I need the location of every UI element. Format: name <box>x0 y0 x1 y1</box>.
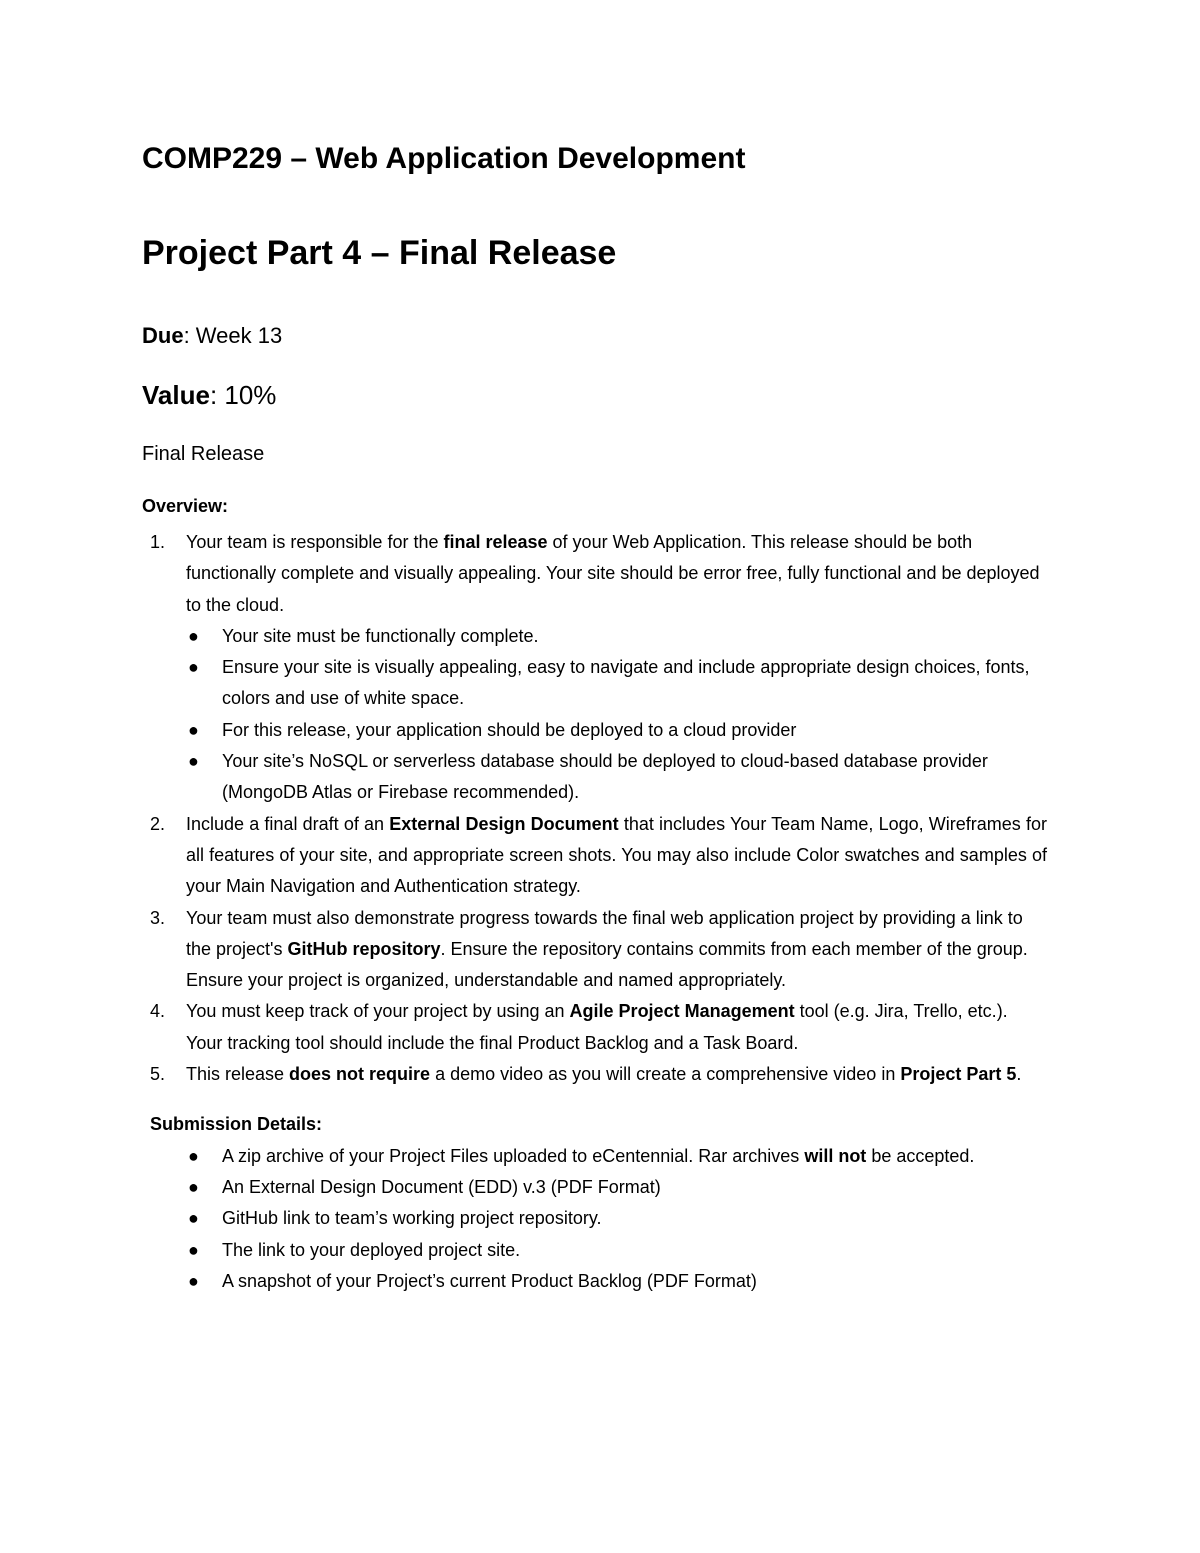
item-emphasis: final release <box>443 532 548 552</box>
overview-item-1 <box>142 527 1047 621</box>
bullet-icon: ● <box>188 1239 199 1260</box>
bullet-icon: ● <box>188 719 199 740</box>
submission-item <box>142 1203 1047 1234</box>
item-text: You must keep track of your project by using an <box>186 1001 570 1022</box>
item-text: Your team is responsible for the <box>186 532 444 552</box>
release-label: Final Release <box>142 443 265 465</box>
due-separator: : <box>183 323 196 348</box>
bullet-icon: ● <box>188 751 199 772</box>
item-number: 4. <box>150 1001 166 1022</box>
value-amount: 10% <box>224 380 277 410</box>
subitem-text: Your site must be functionally complete. <box>222 625 539 646</box>
value-label: Value <box>142 380 210 410</box>
item-text: Your team must also demonstrate progress towards the final web application project by providing a link to the project's <box>186 907 1023 959</box>
item-emphasis: External Design Document <box>389 813 619 834</box>
subitem-text: Ensure your site is visually appealing, easy to navigate and include appropriate design choices, fonts, colors and use of white space. <box>222 657 1030 709</box>
submission-text: be accepted. <box>866 1145 975 1166</box>
overview-item-2 <box>142 809 1047 903</box>
submission-item <box>142 1141 1047 1172</box>
item-text: This release <box>186 1064 290 1085</box>
overview-item-3 <box>142 903 1047 997</box>
item-text: . Ensure the repository contains commits from each member of the group. Ensure your project is organized, understandable and named appropriately. <box>186 938 1028 991</box>
overview-list <box>142 527 1047 1297</box>
project-title: Project Part 4 – Final Release <box>142 234 617 272</box>
item-number: 3. <box>150 907 166 928</box>
bullet-icon: ● <box>188 1176 199 1197</box>
overview-subitem <box>142 715 1047 746</box>
bullet-icon: ● <box>188 1208 199 1229</box>
submission-text: GitHub link to team’s working project repository. <box>222 1208 602 1229</box>
submission-heading: Submission Details: <box>150 1114 323 1135</box>
course-title: COMP229 – Web Application Development <box>142 142 746 175</box>
item-emphasis: does not require <box>289 1064 431 1085</box>
value-separator: : <box>209 380 225 410</box>
overview-item-5 <box>142 1059 1047 1090</box>
submission-text: A snapshot of your Project’s current Product Backlog (PDF Format) <box>222 1270 757 1291</box>
due-label: Due <box>142 323 184 348</box>
submission-item <box>142 1266 1047 1297</box>
overview-subitem <box>142 621 1047 652</box>
item-text: of your Web Application. This release should be both functionally complete and visually appealing. Your site should be error free, fully functional and be deployed to the cloud. <box>186 532 1040 615</box>
submission-item <box>142 1172 1047 1203</box>
item-text: Include a final draft of an <box>186 813 390 834</box>
submission-text: An External Design Document (EDD) v.3 (PDF Format) <box>222 1176 661 1197</box>
submission-text: A zip archive of your Project Files uploaded to eCentennial. Rar archives <box>222 1145 805 1166</box>
item-text: tool (e.g. Jira, Trello, etc.). Your tracking tool should include the final Product Backlog and a Task Board. <box>186 1001 1008 1053</box>
subitem-text: For this release, your application should be deployed to a cloud provider <box>222 719 797 740</box>
value-line <box>142 380 276 411</box>
overview-heading: Overview: <box>142 496 229 516</box>
item-emphasis: Agile Project Management <box>569 1001 795 1022</box>
item-text: a demo video as you will create a comprehensive video in <box>430 1064 901 1085</box>
bullet-icon: ● <box>188 625 199 646</box>
submission-text: The link to your deployed project site. <box>222 1239 521 1260</box>
bullet-icon: ● <box>188 1145 199 1166</box>
item-emphasis: Project Part 5 <box>900 1064 1017 1085</box>
due-line <box>142 323 282 349</box>
item-number: 1. <box>150 532 166 552</box>
item-text: that includes Your Team Name, Logo, Wireframes for all features of your site, and appropriate screen shots. You may also include Color swatches and samples of your Main Navigation and Authentication strategy. <box>186 813 1047 897</box>
overview-subitem <box>142 746 1047 809</box>
item-emphasis: GitHub repository <box>287 938 441 959</box>
overview-subitem <box>142 652 1047 715</box>
item-number: 5. <box>150 1064 166 1085</box>
bullet-icon: ● <box>188 1270 199 1291</box>
due-value: Week 13 <box>195 323 283 348</box>
item-number: 2. <box>150 813 166 834</box>
subitem-text: Your site’s NoSQL or serverless database should be deployed to cloud-based database provider (MongoDB Atlas or Firebase recommended). <box>222 751 988 803</box>
submission-emphasis: will not <box>804 1145 867 1166</box>
submission-item <box>142 1235 1047 1266</box>
overview-item-4 <box>142 996 1047 1059</box>
bullet-icon: ● <box>188 657 199 678</box>
item-text: . <box>1016 1064 1022 1085</box>
